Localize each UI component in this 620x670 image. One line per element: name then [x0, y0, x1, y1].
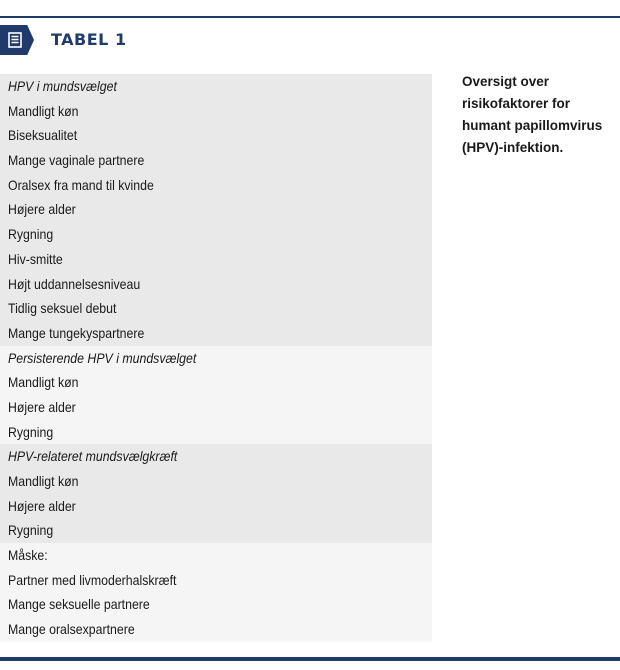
section-heading: Persisterende HPV i mundsvælget: [8, 349, 197, 366]
section-heading: HPV-relateret mundsvælgkræft: [8, 448, 178, 465]
table-caption: Oversigt over risikofaktorer for humant papillomvirus (HPV)-infektion.: [462, 74, 603, 155]
list-item: Mange vaginale partnere: [8, 152, 145, 169]
list-item: Højere alder: [8, 497, 76, 514]
section-hpv-mouth: [0, 74, 432, 346]
list-item: Hiv-smitte: [8, 250, 63, 267]
list-item: Højere alder: [8, 201, 76, 218]
document-icon: [0, 25, 34, 55]
list-item: Mandligt køn: [8, 102, 79, 119]
list-item: Oralsex fra mand til kvinde: [8, 176, 154, 193]
list-item: Mandligt køn: [8, 374, 79, 391]
list-item: Partner med livmoderhalskræft: [8, 571, 177, 588]
list-item: Mange oralsexpartnere: [8, 621, 135, 638]
list-item: Rygning: [8, 522, 54, 539]
list-item: Mange tungekyspartnere: [8, 324, 145, 341]
section-maybe: [0, 543, 432, 642]
bottom-rule: [0, 657, 620, 661]
table-header: [0, 18, 620, 64]
list-item: Mange seksuelle partnere: [8, 596, 150, 613]
list-item: Rygning: [8, 423, 54, 440]
section-persistent-hpv: [0, 346, 432, 445]
table-title: TABEL 1: [51, 30, 127, 49]
section-heading: HPV i mundsvælget: [8, 78, 117, 94]
list-item: Højt uddannelsesniveau: [8, 275, 141, 292]
list-item: Højere alder: [8, 398, 76, 415]
list-item: Biseksualitet: [8, 127, 78, 144]
list-item: Rygning: [8, 226, 54, 243]
section-hpv-cancer: [0, 444, 432, 543]
section-heading: Måske:: [8, 547, 48, 564]
list-item: Mandligt køn: [8, 473, 79, 489]
list-item: Tidlig seksuel debut: [8, 300, 117, 317]
risk-factor-table: [0, 74, 432, 642]
